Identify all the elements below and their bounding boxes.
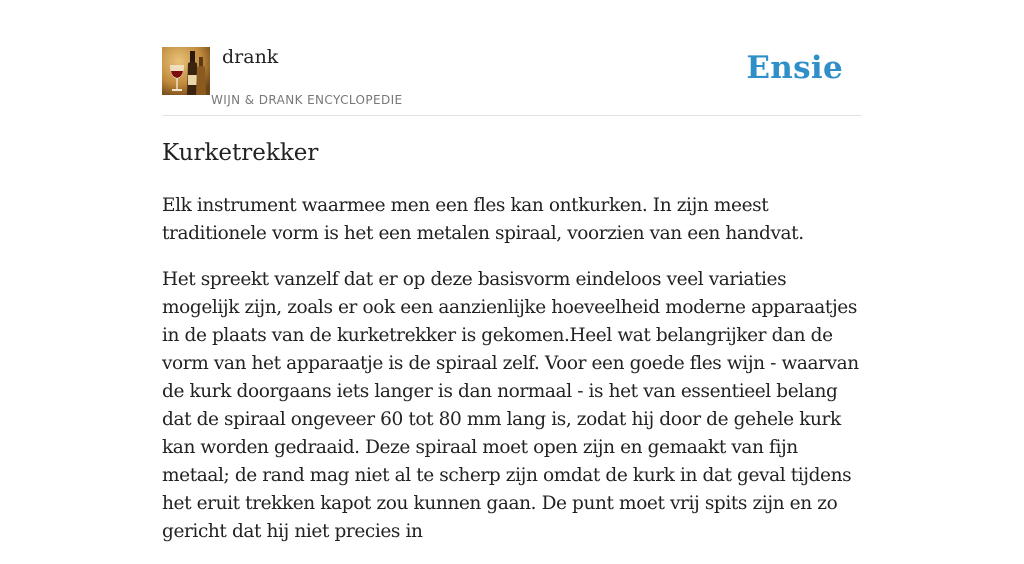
article-title: Kurketrekker <box>162 140 319 166</box>
category-subtitle: WIJN & DRANK ENCYCLOPEDIE <box>211 93 403 107</box>
category-name-link[interactable]: drank <box>222 46 279 68</box>
article-body <box>162 192 862 564</box>
ensie-logo-link[interactable]: Ensie <box>746 50 843 86</box>
page-container <box>162 0 862 542</box>
site-header <box>162 0 862 116</box>
article-paragraph: Het spreekt vanzelf dat er op deze basisvorm eindeloos veel variaties mogelijk zijn, zoals er ook een aanzienlijke hoeveelheid moderne apparaatjes in de plaats van de kurketrekker is gekomen.Heel wat belangrijker dan de vorm van het apparaatje is de spiraal zelf. Voor een goede fles wijn - waarvan de kurk doorgaans iets langer is dan normaal - is het van essentieel belang dat de spiraal ongeveer 60 tot 80 mm lang is, zodat hij door de gehele kurk kan worden gedraaid. Deze spiraal moet open zijn en gemaakt van fijn metaal; de rand mag niet al te scherp zijn omdat de kurk in dat geval tijdens het eruit trekken kapot zou kunnen gaan. De punt moet vrij spits zijn en zo gericht dat hij niet precies in <box>162 269 859 542</box>
category-avatar[interactable] <box>162 47 210 95</box>
wine-bottles-icon <box>162 47 210 95</box>
article-paragraph: Elk instrument waarmee men een fles kan ontkurken. In zijn meest traditionele vorm is het een metalen spiraal, voorzien van een handvat. <box>162 195 804 244</box>
